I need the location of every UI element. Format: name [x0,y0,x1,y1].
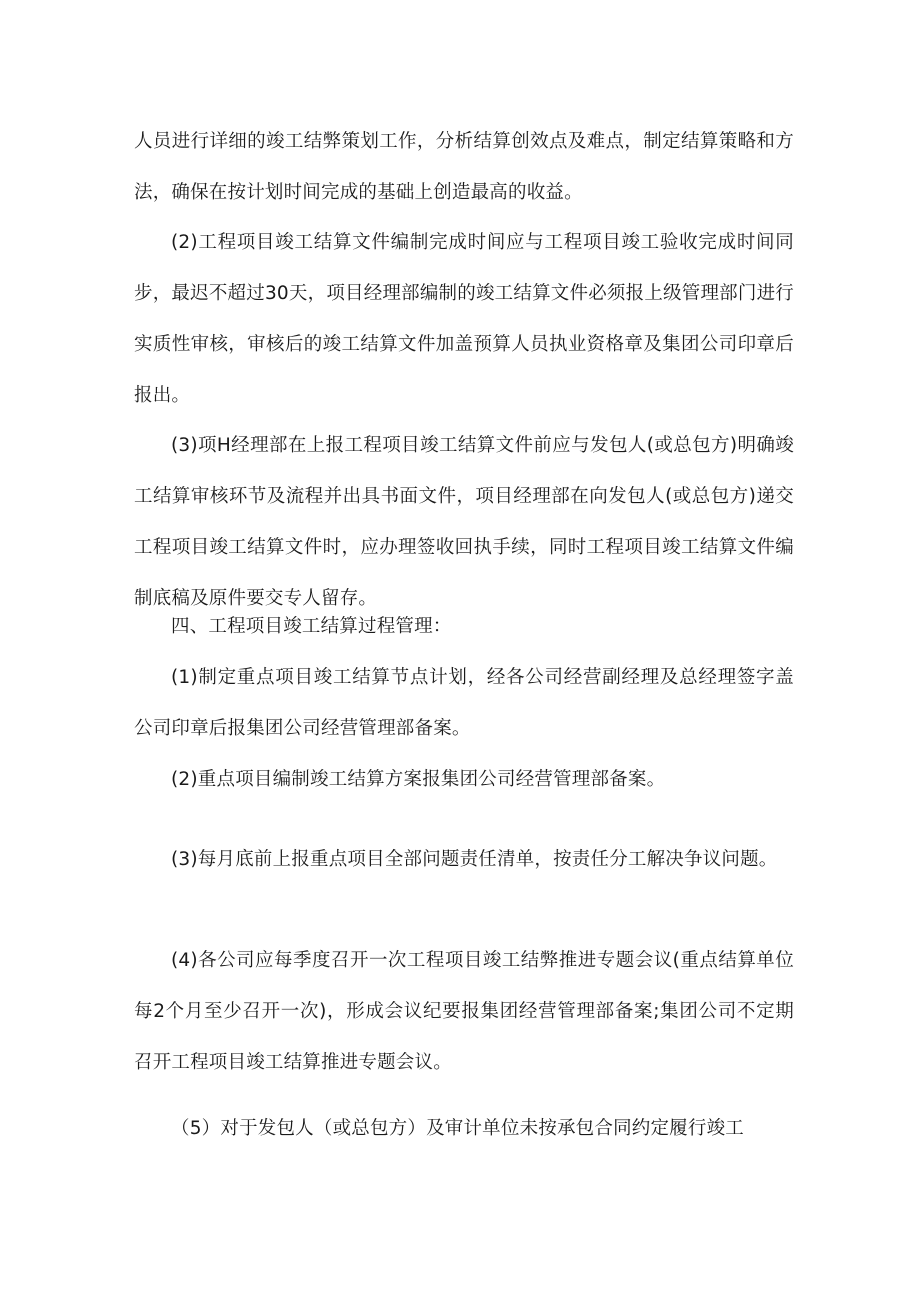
paragraph-continuation: 人员进行详细的竣工结弊策划工作，分析结算创效点及难点，制定结算策略和方法，确保在按计划时间完成的基础上创造最高的收益。 [134,131,794,203]
paragraph-item-3-issue-list: (3)每月底前上报重点项目全部问题责任清单，按责任分工解决争议问题。 [171,849,778,870]
paragraph-item-4-quarterly-meeting: (4)各公司应每季度召开一次工程项目竣工结弊推进专题会议(重点结算单位每2个月至少召开一次)，形成会议纪要报集团经营管理部备案;集团公司不定期召开工程项目竣工结算推进专题会议。 [134,950,794,1073]
paragraph-item-5-contract-fulfillment: （5）对于发包人（或总包方）及审计单位未按承包合同约定履行竣工 [171,1118,744,1139]
section-heading-process-management: 四、工程项目竣工结算过程管理： [171,616,452,637]
paragraph-item-2-completion-time: (2)工程项目竣工结算文件编制完成时间应与工程项目竣工验收完成时间同步，最迟不超过30天，项目经理部编制的竣工结算文件必须报上级管理部门进行实质性审核，审核后的竣工结算文件加盖预算人员执业资格章及集团公司印章后报出。 [134,232,794,406]
paragraph-item-1-node-plan: (1)制定重点项目竣工结算节点计划，经各公司经营副经理及总经理签字盖公司印章后报集团公司经营管理部备案。 [134,667,794,739]
paragraph-item-2-settlement-plan: (2)重点项目编制竣工结算方案报集团公司经营管理部备案。 [171,769,666,790]
paragraph-item-3-submission: (3)项H经理部在上报工程项目竣工结算文件前应与发包人(或总包方)明确竣工结算审核环节及流程并出具书面文件，项目经理部在向发包人(或总包方)递交工程项目竣工结算文件时，应办理签收回执手续，同时工程项目竣工结算文件编制底稿及原件要交专人留存。 [134,435,794,609]
